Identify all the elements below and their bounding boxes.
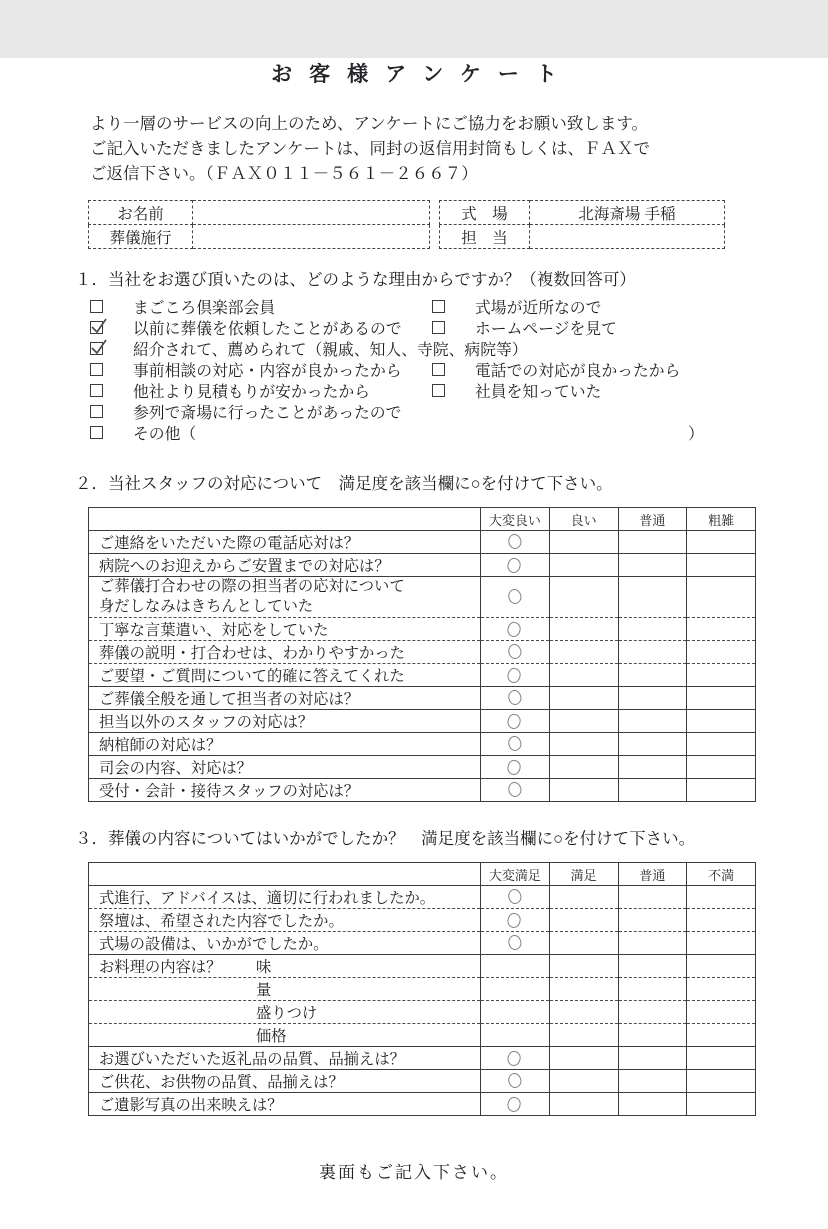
rating-cell — [549, 641, 618, 664]
circle-mark-icon — [508, 1072, 523, 1089]
rating-cell — [549, 932, 618, 955]
circle-mark-icon — [508, 533, 523, 550]
rating-cell — [549, 687, 618, 710]
rating-cell — [687, 886, 756, 909]
q1-option-row — [90, 380, 756, 401]
rating-header-row — [89, 863, 756, 886]
rating-cell — [481, 978, 550, 1001]
q3-rating-table — [88, 862, 756, 1116]
circle-mark-icon — [508, 781, 523, 798]
q3-table-body — [89, 863, 756, 1116]
rating-cell — [687, 687, 756, 710]
circle-mark-icon — [508, 588, 523, 605]
circle-mark-icon — [507, 667, 522, 684]
rating-cell — [618, 641, 687, 664]
q1-option-label: 他社より見積もりが安かったから — [133, 384, 370, 401]
circle-mark-icon — [507, 557, 522, 574]
survey-row — [89, 664, 756, 687]
rating-cell — [618, 618, 687, 641]
rating-column-header: 粗雑 — [687, 508, 756, 531]
rating-cell — [481, 531, 550, 554]
staff-field-value — [530, 225, 725, 249]
survey-row-label-line2: 身だしなみはきちんとしていた — [99, 598, 314, 615]
q1-option — [90, 316, 432, 339]
survey-row-label: ご供花、お供物の品質、品揃えは？ — [89, 1070, 481, 1093]
survey-row-label: ご遺影写真の出来映えは？ — [89, 1093, 481, 1116]
survey-row — [89, 779, 756, 802]
rating-column-header: 大変満足 — [481, 863, 550, 886]
q1-option-label: 社員を知っていた — [475, 384, 602, 401]
survey-row-label — [89, 955, 481, 978]
circle-mark-icon — [508, 934, 523, 951]
circle-mark-icon — [508, 735, 523, 752]
q1-option-label: 紹介されて、薦められて（親戚、知人、寺院、病院等） — [133, 342, 528, 359]
q1-option-label: 事前相談の対応・内容が良かったから — [133, 363, 402, 380]
survey-row — [89, 531, 756, 554]
q2-table-body — [89, 508, 756, 802]
circle-mark-icon — [507, 759, 522, 776]
rating-cell — [481, 687, 550, 710]
survey-row-label-line1: ご葬儀打合わせの際の担当者の応対について — [99, 578, 405, 595]
rating-cell — [618, 664, 687, 687]
rating-cell — [549, 710, 618, 733]
q1-option — [90, 358, 432, 381]
rating-cell — [481, 577, 550, 618]
rating-cell — [687, 756, 756, 779]
rating-column-header: 不満 — [687, 863, 756, 886]
rating-cell — [687, 554, 756, 577]
rating-cell — [481, 641, 550, 664]
survey-document — [0, 58, 828, 1229]
q2-heading: ２．当社スタッフの対応について 満足度を該当欄に○を付けて下さい。 — [75, 475, 613, 493]
survey-row-label: 司会の内容、対応は？ — [89, 756, 481, 779]
rating-cell — [618, 756, 687, 779]
q1-option-label: ホームページを見て — [475, 321, 617, 338]
q1-option-label: その他（ — [133, 426, 197, 443]
rating-cell — [481, 733, 550, 756]
venue-field-value: 北海斎場 手稲 — [530, 201, 725, 225]
funeral-field-value — [193, 225, 430, 249]
survey-row — [89, 1001, 756, 1024]
intro-text — [90, 112, 760, 187]
rating-cell — [618, 886, 687, 909]
rating-cell — [549, 577, 618, 618]
rating-cell — [618, 1024, 687, 1047]
rating-cell — [549, 664, 618, 687]
q1-other-close-paren: ） — [687, 426, 704, 443]
rating-cell — [618, 978, 687, 1001]
survey-row — [89, 955, 756, 978]
circle-mark-icon — [507, 1096, 522, 1113]
checkbox-checked-icon — [90, 342, 103, 355]
q1-option-label: まごころ倶楽部会員 — [133, 300, 276, 317]
rating-cell — [687, 577, 756, 618]
q1-option-row — [90, 296, 756, 317]
survey-row — [89, 641, 756, 664]
survey-row — [89, 710, 756, 733]
rating-cell — [618, 577, 687, 618]
rating-cell — [481, 618, 550, 641]
info-table-right — [439, 200, 725, 249]
rating-cell — [481, 756, 550, 779]
rating-cell — [549, 1047, 618, 1070]
rating-cell — [687, 641, 756, 664]
circle-mark-icon — [508, 643, 523, 660]
rating-cell — [618, 955, 687, 978]
footer-note: 裏面もご記入下さい。 — [319, 1163, 509, 1182]
intro-line: ご返信下さい。（ＦＡＸ０１１－５６１－２６６７） — [90, 165, 478, 183]
rating-cell — [549, 909, 618, 932]
rating-cell — [549, 554, 618, 577]
rating-cell — [549, 1024, 618, 1047]
survey-row — [89, 687, 756, 710]
q2-rating-table — [88, 507, 756, 802]
intro-line: より一層のサービスの向上のため、アンケートにご協力をお願い致します。 — [90, 115, 649, 133]
survey-row — [89, 618, 756, 641]
rating-cell — [549, 886, 618, 909]
rating-cell — [618, 554, 687, 577]
checkbox-icon — [90, 426, 103, 439]
funeral-field-label: 葬儀施行 — [89, 225, 193, 249]
rating-cell — [481, 779, 550, 802]
info-table-left — [88, 200, 430, 249]
survey-row-label: 式進行、アドバイスは、適切に行われましたか。 — [89, 886, 481, 909]
rating-cell — [549, 756, 618, 779]
survey-row-label-sub: 味 — [256, 959, 272, 976]
checkbox-icon — [432, 300, 445, 313]
rating-cell — [687, 1001, 756, 1024]
rating-cell — [481, 1093, 550, 1116]
rating-cell — [481, 909, 550, 932]
survey-row — [89, 733, 756, 756]
rating-cell — [618, 779, 687, 802]
rating-column-header: 普通 — [618, 863, 687, 886]
rating-cell — [687, 779, 756, 802]
rating-cell — [481, 1070, 550, 1093]
page-title: お客様アンケート — [271, 63, 574, 86]
rating-cell — [687, 531, 756, 554]
rating-cell — [549, 618, 618, 641]
rating-cell — [687, 733, 756, 756]
rating-cell — [687, 710, 756, 733]
q1-option-label: 電話での対応が良かったから — [475, 363, 681, 380]
rating-cell — [549, 955, 618, 978]
survey-row — [89, 756, 756, 779]
rating-cell — [481, 1047, 550, 1070]
rating-cell — [549, 1001, 618, 1024]
rating-cell — [549, 978, 618, 1001]
rating-cell — [549, 733, 618, 756]
q1-options — [90, 296, 756, 443]
rating-cell — [549, 1093, 618, 1116]
rating-cell — [687, 1093, 756, 1116]
survey-row-label: 祭壇は、希望された内容でしたか。 — [89, 909, 481, 932]
q1-option — [90, 421, 432, 444]
survey-row — [89, 554, 756, 577]
survey-row — [89, 932, 756, 955]
rating-cell — [549, 1070, 618, 1093]
rating-cell — [687, 978, 756, 1001]
q1-option-label: 以前に葬儀を依頼したことがあるので — [133, 321, 402, 338]
rating-cell — [618, 1093, 687, 1116]
rating-cell — [618, 733, 687, 756]
rating-question-header — [89, 863, 481, 886]
rating-cell — [618, 1001, 687, 1024]
rating-cell — [618, 687, 687, 710]
rating-cell — [687, 618, 756, 641]
survey-row — [89, 886, 756, 909]
survey-row — [89, 978, 756, 1001]
venue-field-label: 式 場 — [440, 201, 530, 225]
q3-heading: ３．葬儀の内容についてはいかがでしたか？ 満足度を該当欄に○を付けて下さい。 — [75, 830, 696, 848]
circle-mark-icon — [508, 689, 523, 706]
intro-line: ご記入いただきましたアンケートは、同封の返信用封筒もしくは、ＦＡＸで — [90, 140, 651, 158]
q1-option — [432, 316, 617, 339]
circle-mark-icon — [507, 621, 522, 638]
q1-option — [90, 295, 432, 318]
survey-row-label: お選びいただいた返礼品の品質、品揃えは？ — [89, 1047, 481, 1070]
rating-cell — [549, 779, 618, 802]
rating-cell — [618, 710, 687, 733]
rating-column-header: 大変良い — [481, 508, 550, 531]
survey-row — [89, 577, 756, 618]
rating-cell — [618, 909, 687, 932]
rating-cell — [618, 1047, 687, 1070]
q1-option-row — [90, 338, 756, 359]
q1-option — [90, 379, 432, 402]
rating-cell — [481, 886, 550, 909]
checkbox-icon — [432, 363, 445, 376]
info-fields — [88, 200, 828, 249]
circle-mark-icon — [507, 1050, 522, 1067]
rating-question-header — [89, 508, 481, 531]
rating-cell — [687, 1024, 756, 1047]
rating-column-header: 満足 — [549, 863, 618, 886]
q1-option — [432, 358, 680, 381]
circle-mark-icon — [507, 713, 522, 730]
survey-row-label: 担当以外のスタッフの対応は？ — [89, 710, 481, 733]
circle-mark-icon — [507, 912, 522, 929]
checkbox-icon — [90, 363, 103, 376]
checkbox-icon — [90, 405, 103, 418]
survey-row-label: ご連絡をいただいた際の電話応対は？ — [89, 531, 481, 554]
staff-field-label: 担 当 — [440, 225, 530, 249]
rating-cell — [481, 1001, 550, 1024]
survey-row-label: 量 — [89, 978, 481, 1001]
survey-row-label-main: お料理の内容は？ — [99, 959, 222, 976]
q1-option — [432, 379, 601, 402]
rating-column-header: 普通 — [618, 508, 687, 531]
survey-row-label: 価格 — [89, 1024, 481, 1047]
q1-option-row — [90, 317, 756, 338]
q1-heading: １．当社をお選び頂いたのは、どのような理由からですか？（複数回答可） — [75, 271, 636, 289]
survey-row — [89, 909, 756, 932]
q1-option — [432, 295, 601, 318]
rating-cell — [687, 664, 756, 687]
survey-row — [89, 1093, 756, 1116]
rating-cell — [687, 1070, 756, 1093]
name-field-label: お名前 — [89, 201, 193, 225]
rating-cell — [549, 531, 618, 554]
rating-cell — [687, 909, 756, 932]
checkbox-icon — [432, 384, 445, 397]
survey-row — [89, 1070, 756, 1093]
q1-option — [90, 337, 528, 360]
survey-row-label: ご葬儀全般を通して担当者の対応は？ — [89, 687, 481, 710]
survey-row-label: 納棺師の対応は？ — [89, 733, 481, 756]
checkbox-icon — [90, 300, 103, 313]
rating-cell — [481, 664, 550, 687]
survey-row-label: 丁寧な言葉遣い、対応をしていた — [89, 618, 481, 641]
survey-row-label: ご要望・ご質問について的確に答えてくれた — [89, 664, 481, 687]
name-field-value — [193, 201, 430, 225]
q1-option — [90, 400, 432, 423]
rating-cell — [481, 932, 550, 955]
rating-cell — [481, 955, 550, 978]
rating-cell — [481, 554, 550, 577]
rating-cell — [687, 955, 756, 978]
q1-option-row — [90, 401, 756, 422]
survey-row-label — [89, 577, 481, 618]
survey-row — [89, 1047, 756, 1070]
survey-row — [89, 1024, 756, 1047]
survey-row-label: 受付・会計・接待スタッフの対応は？ — [89, 779, 481, 802]
q1-option-row — [90, 422, 756, 443]
q1-option-label: 式場が近所なので — [475, 300, 602, 317]
survey-row-label: 葬儀の説明・打合わせは、わかりやすかった — [89, 641, 481, 664]
checkbox-icon — [432, 321, 445, 334]
survey-row-label: 式場の設備は、いかがでしたか。 — [89, 932, 481, 955]
survey-row-label: 病院へのお迎えからご安置までの対応は？ — [89, 554, 481, 577]
rating-cell — [618, 531, 687, 554]
checkbox-checked-icon — [90, 321, 103, 334]
rating-header-row — [89, 508, 756, 531]
rating-cell — [618, 1070, 687, 1093]
q1-option-row — [90, 359, 756, 380]
rating-cell — [481, 1024, 550, 1047]
rating-cell — [481, 710, 550, 733]
survey-row-label: 盛りつけ — [89, 1001, 481, 1024]
rating-column-header: 良い — [549, 508, 618, 531]
checkbox-icon — [90, 384, 103, 397]
rating-cell — [687, 1047, 756, 1070]
rating-cell — [618, 932, 687, 955]
circle-mark-icon — [508, 888, 523, 905]
rating-cell — [687, 932, 756, 955]
q1-option-label: 参列で斎場に行ったことがあったので — [133, 405, 402, 422]
